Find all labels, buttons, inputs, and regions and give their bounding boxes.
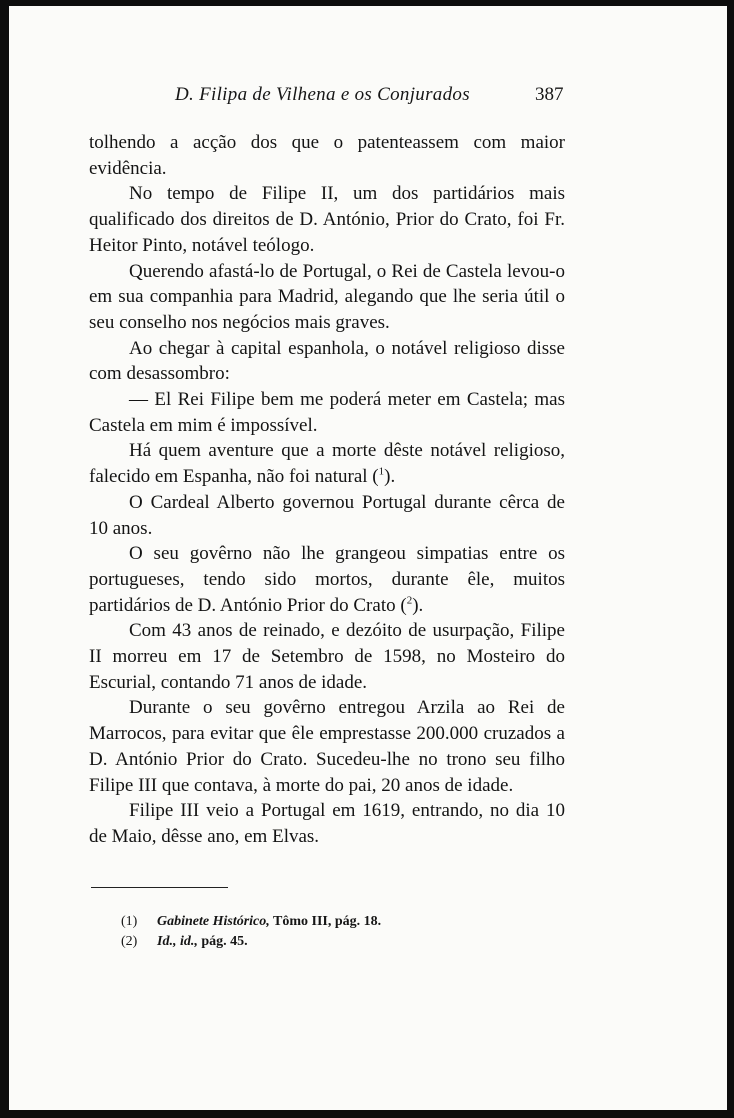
footnote-detail: Tômo III, pág. 18. [269,914,382,929]
footnote-2 [121,932,561,952]
paragraph-morte [89,438,565,489]
paragraph-capital: Ao chegar à capital espanhola, o notável religioso disse com desassombro: [89,337,565,385]
footnote-mark: (1) [121,914,138,929]
paragraph-continuation: tolhendo a acção dos que o patenteassem com maior evidência. [89,132,565,179]
paragraph-morte-text: Há quem aventure que a morte dêste notável religioso, falecido em Espanha, não foi natural ( [89,440,565,488]
running-title: D. Filipa de Vilhena e os Conjurados [175,84,470,105]
footnote-source: Id., id., [157,934,198,949]
paragraph-morte-end: ). [384,466,396,488]
paragraph-madrid: Querendo afastá-lo de Portugal, o Rei de Castela levou-o em sua companhia para Madrid, alegando que lhe seria útil o seu conselho nos negócios mais graves. [89,260,565,333]
paragraph-arzila: Durante o seu govêrno entregou Arzila ao Rei de Marrocos, para evitar que êle emprestasse 200.000 cruzados a D. António Prior do Crato. Sucedeu-lhe no trono seu filho Filipe III que contava, à morte do pai, 20 anos de idade. [89,697,565,796]
paragraph-reinado: Com 43 anos de reinado, e dezóito de usurpação, Filipe II morreu em 17 de Setembro de 1598, no Mosteiro do Escurial, contando 71 anos de idade. [89,620,565,693]
footnote-divider [91,887,228,888]
paragraph-governo [89,541,565,618]
paragraph-quote: — El Rei Filipe bem me poderá meter em Castela; mas Castela em mim é impossível. [89,389,565,436]
footnote-ref-1: 1 [378,465,385,478]
page-number: 387 [535,84,564,105]
paragraph-elvas: Filipe III veio a Portugal em 1619, entrando, no dia 10 de Maio, dêsse ano, em Elvas. [89,800,565,847]
footnote-detail: pág. 45. [197,934,248,949]
paragraph-governo-text: O seu govêrno não lhe grangeou simpatias entre os portugueses, tendo sido mortos, durante êle, muitos partidários de D. António Prior do Crato ( [89,543,565,616]
paragraph-cardeal: O Cardeal Alberto governou Portugal durante cêrca de 10 anos. [89,491,565,539]
body-text [89,130,565,850]
footnote-1 [121,912,561,932]
footnote-mark: (2) [121,934,138,949]
paragraph-heitor-pinto: No tempo de Filipe II, um dos partidários mais qualificado dos direitos de D. António, Prior do Crato, foi Fr. Heitor Pinto, notável teólogo. [89,183,565,256]
footnote-ref-2: 2 [406,594,413,607]
page-header [9,84,727,114]
paragraph-governo-end: ). [412,594,424,616]
footnotes [121,912,561,952]
footnote-source: Gabinete Histórico, [157,914,270,929]
book-page [9,6,727,1110]
